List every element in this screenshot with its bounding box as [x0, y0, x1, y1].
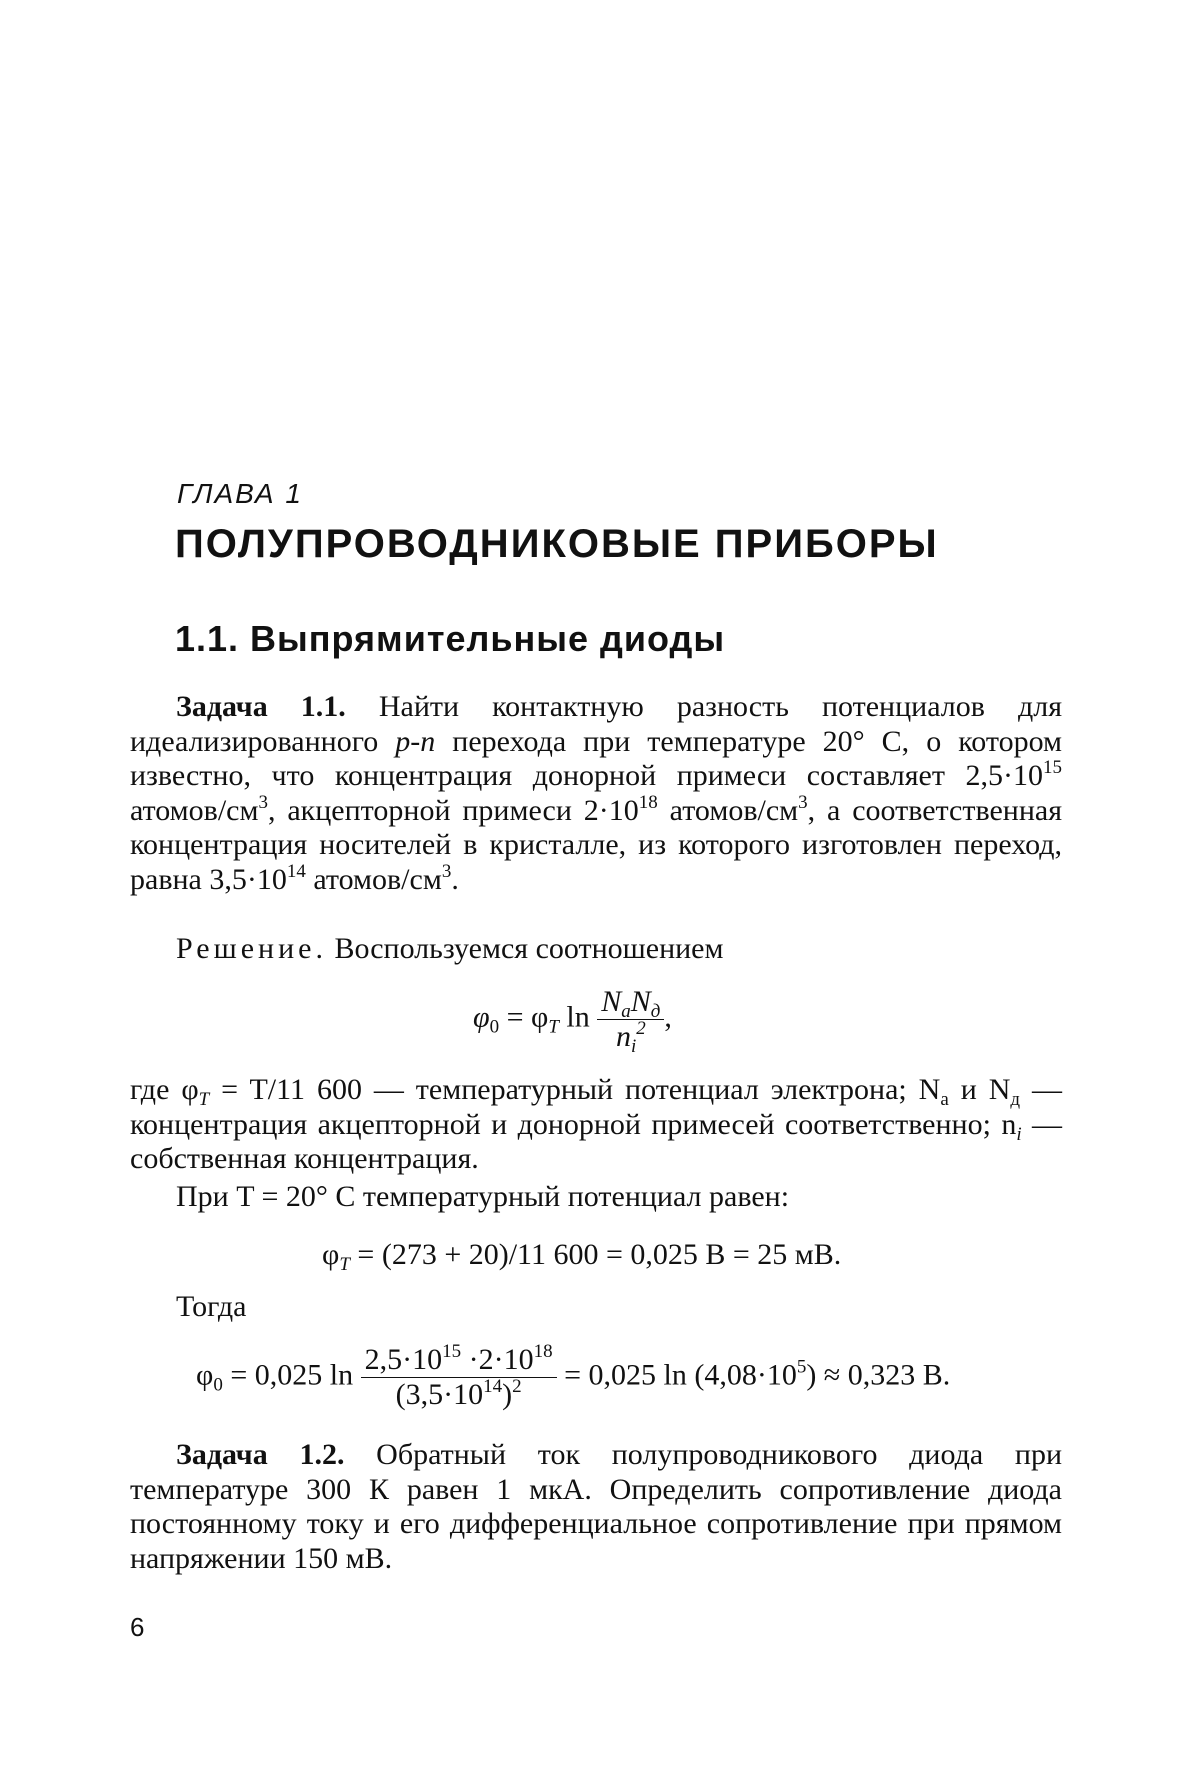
- formula-text: ,: [664, 1000, 672, 1034]
- fraction-denominator: [597, 1018, 664, 1057]
- where-text: = T/11 600 — температурный потенциал электрона; N: [209, 1073, 941, 1106]
- solution-intro: [130, 932, 1062, 967]
- exponent: 2: [512, 1376, 522, 1397]
- formula-text: ): [502, 1378, 513, 1411]
- section-title: 1.1. Выпрямительные диоды: [175, 618, 726, 659]
- formula-symbol: φ: [196, 1358, 214, 1392]
- where-text: и N: [948, 1073, 1011, 1106]
- formula-symbol: N: [630, 985, 651, 1018]
- formula-subscript: 0: [213, 1374, 223, 1396]
- solution-intro-text: Воспользуемся соотношением: [334, 932, 724, 965]
- formula-subscript: а: [621, 1001, 631, 1022]
- where-text: — собственная концентрация.: [130, 1107, 1062, 1175]
- chapter-title: ПОЛУПРОВОДНИКОВЫЕ ПРИБОРЫ: [175, 522, 939, 566]
- formula-symbol: φ: [322, 1238, 340, 1271]
- formula-text: = φ: [499, 1000, 549, 1034]
- chapter-label: ГЛАВА 1: [177, 478, 303, 509]
- formula-symbol: N: [601, 985, 622, 1018]
- formula-subscript: i: [630, 1036, 637, 1057]
- formula-result: [196, 1343, 950, 1412]
- formula-subscript: а: [940, 1089, 949, 1110]
- exponent: 18: [533, 1341, 553, 1362]
- formula-text: = (273 + 20)/11 600 = 0,025 В = 25 мВ.: [349, 1238, 842, 1271]
- solution-label: Решение.: [176, 932, 327, 965]
- formula-subscript: i: [1016, 1123, 1022, 1145]
- formula-text: ·2·10: [461, 1343, 534, 1376]
- formula-subscript: д: [1010, 1089, 1021, 1110]
- problem-1-1-text-e: атомов/см: [657, 793, 799, 827]
- formula-text: 2,5·10: [364, 1343, 443, 1376]
- exponent: 3: [258, 791, 268, 813]
- problem-1-1-text-a: Найти контактную разность потенциалов для идеализированного: [130, 690, 1063, 758]
- where-paragraph: [130, 1073, 1062, 1177]
- fraction-numerator: [597, 985, 664, 1020]
- where-text: где φ: [130, 1073, 199, 1106]
- fraction-numerator: [361, 1343, 557, 1378]
- formula-text: ) ≈ 0,323 В.: [806, 1358, 951, 1392]
- formula-symbol: n: [615, 1020, 631, 1053]
- problem-1-1-text-c: атомов/см: [130, 793, 259, 827]
- formula-subscript: д: [650, 1001, 661, 1022]
- exponent: 14: [286, 860, 306, 882]
- problem-1-2-text: Обратный ток полупроводникового диода при температуре 300 К равен 1 мкА. Определить сопротивление диода постоянному току и его дифференциальное сопротивление при прямом напряжении 150 мВ.: [130, 1438, 1063, 1575]
- problem-1-1-text-f: , а соответственная концентрация носителей в кристалле, из которого изготовлен переход, равна 3,5·10: [130, 793, 1062, 896]
- exponent: 3: [441, 860, 452, 882]
- fraction-denominator: [361, 1378, 557, 1412]
- exponent: 2: [636, 1018, 646, 1039]
- then-word: Тогда: [176, 1290, 247, 1323]
- problem-1-2-paragraph: [130, 1438, 1062, 1576]
- fraction: [597, 985, 664, 1057]
- problem-1-1-text-h: .: [451, 862, 459, 896]
- problem-1-1-text-b: перехода при температуре 20° С, о котором известно, что концентрация донорной примеси составляет 2,5·10: [130, 724, 1062, 792]
- problem-1-1-text-g: атомов/см: [305, 862, 442, 896]
- problem-1-1-heading: Задача 1.1.: [176, 690, 346, 723]
- problem-1-1-text-d: , акцепторной примеси 2·10: [267, 793, 639, 827]
- exponent: 15: [442, 1341, 462, 1362]
- formula-symbol: φ: [473, 1000, 490, 1034]
- fraction: [361, 1343, 557, 1412]
- problem-1-1-paragraph: [130, 690, 1062, 897]
- formula-contact-potential: [473, 985, 672, 1057]
- formula-text: ln: [558, 1000, 598, 1034]
- formula-subscript: T: [548, 1016, 559, 1038]
- formula-thermal-potential: [322, 1238, 842, 1275]
- temperature-sentence: При T = 20° С температурный потенциал равен:: [176, 1180, 790, 1213]
- pn-label: p-n: [395, 724, 436, 758]
- formula-subscript: T: [198, 1089, 210, 1110]
- formula-text: = 0,025 ln: [222, 1358, 361, 1392]
- page-number: 6: [130, 1612, 145, 1642]
- formula-text: = 0,025 ln (4,08·10: [556, 1358, 797, 1392]
- exponent: 15: [1043, 757, 1062, 778]
- exponent: 18: [638, 791, 658, 813]
- formula-text: (3,5·10: [395, 1378, 484, 1411]
- problem-1-2-heading: Задача 1.2.: [176, 1438, 345, 1471]
- exponent: 3: [798, 791, 808, 813]
- exponent: 14: [483, 1376, 503, 1397]
- formula-subscript: 0: [489, 1016, 500, 1038]
- formula-subscript: T: [339, 1254, 350, 1275]
- exponent: 5: [796, 1356, 807, 1378]
- where-text: — концентрация акцепторной и донорной примесей соответственно; n: [130, 1073, 1062, 1141]
